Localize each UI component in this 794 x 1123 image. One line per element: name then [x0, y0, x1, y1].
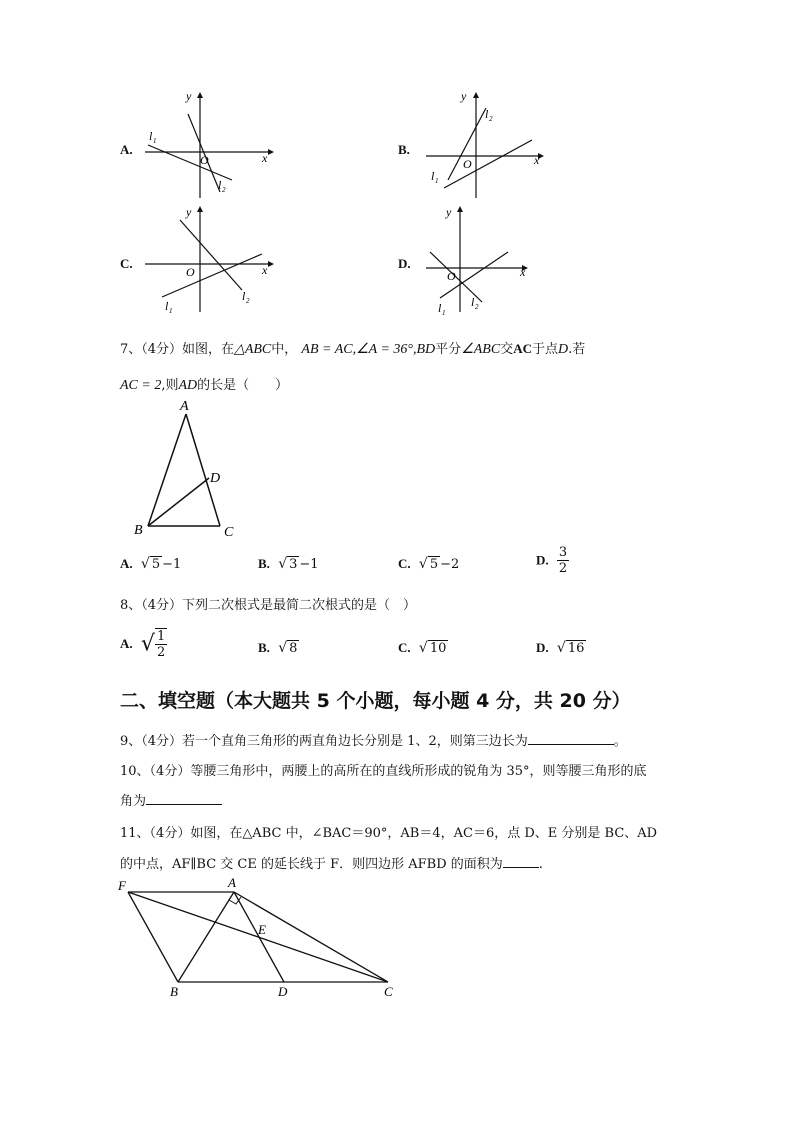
l1-label: l: [165, 299, 169, 313]
radicand: 5: [151, 557, 161, 572]
l1-subscript: 1: [435, 177, 439, 185]
q6-option-a-letter: A.: [120, 142, 133, 157]
option-letter: A.: [120, 636, 133, 651]
point-a-label: A: [228, 875, 236, 890]
q8-option-c[interactable]: [398, 640, 448, 656]
q11-question-line1: 11、（4分）如图，在△ABC 中，∠BAC＝90°，AB＝4，AC＝6，点 D、E 分别是 BC、AD: [120, 826, 658, 841]
point-b-label: B: [170, 984, 178, 999]
l2-label: l: [485, 107, 489, 121]
q10-text: 角为: [120, 794, 147, 809]
origin-label: O: [200, 153, 209, 167]
y-axis-label: y: [186, 205, 192, 219]
q9-text: 9、（4分）若一个直角三角形的两直角边长分别是 1、2，则第三边长为: [120, 734, 528, 749]
line-l1: [444, 140, 532, 188]
q7-text-point: 于点: [531, 342, 558, 357]
option-letter: C.: [398, 640, 411, 655]
q10-question-line1: 10、（4分）等腰三角形中，两腰上的高所在的直线所形成的锐角为 35°，则等腰三角形的底: [120, 764, 647, 779]
q11-question-line2: [120, 853, 543, 872]
point-e-label: E: [258, 922, 266, 937]
q8-option-a[interactable]: [120, 628, 167, 660]
fraction: [155, 628, 167, 660]
point-c-label: C: [384, 984, 393, 999]
q7-prefix: 7、（4分）如图，在: [120, 342, 235, 357]
point-d-label: D: [210, 471, 221, 486]
sqrt-icon: √: [418, 556, 428, 572]
denominator: 2: [558, 561, 568, 576]
section-title-fill-in: 二、填空题（本大题共 5 个小题，每小题 4 分，共 20 分）: [120, 690, 631, 712]
q10-answer-blank[interactable]: [146, 804, 222, 805]
l2-subscript: 2: [222, 186, 226, 194]
q7-option-b[interactable]: [258, 556, 319, 572]
origin-label: O: [186, 265, 195, 279]
q7-option-d[interactable]: [536, 545, 569, 576]
q11-end: .: [538, 857, 543, 872]
option-rest: −1: [299, 557, 319, 572]
x-axis-label: x: [262, 263, 268, 277]
q11-text: 的中点，AF∥BC 交 CE 的延长线于 F．则四边形 AFBD 的面积为: [120, 857, 503, 872]
l1-label: l: [149, 129, 153, 143]
point-d-label: D: [278, 984, 288, 999]
option-letter: B.: [258, 556, 270, 571]
l2-subscript: 2: [475, 303, 479, 311]
q6-option-c-graph: [140, 202, 280, 317]
vertex-c-label: C: [224, 525, 234, 540]
l1-subscript: 1: [153, 137, 157, 145]
q7-triangle-figure: [128, 396, 248, 542]
radicand: 3: [289, 557, 298, 572]
sqrt-icon: √: [278, 556, 288, 572]
option-letter: B.: [258, 640, 270, 655]
sqrt-icon: √: [140, 556, 150, 572]
l2-label: l: [471, 295, 475, 309]
origin-label: O: [463, 157, 472, 171]
option-letter: A.: [120, 556, 133, 571]
y-axis-label: y: [186, 89, 192, 103]
l2-label: l: [242, 289, 246, 303]
q7-point-d: D: [558, 342, 569, 357]
q6-option-b-letter: B.: [398, 142, 410, 157]
q7-option-c[interactable]: [398, 556, 459, 572]
q7-then: ,则: [161, 378, 179, 393]
q7-option-a[interactable]: [120, 556, 181, 572]
l2-subscript: 2: [246, 297, 250, 305]
q8-option-b[interactable]: [258, 640, 299, 656]
q6-option-b-graph: [416, 88, 556, 203]
q6-option-a-graph: [140, 88, 280, 203]
q7-question-line2: [120, 374, 288, 394]
radicand: 16: [567, 641, 585, 656]
q10-question-line2: [120, 790, 222, 809]
q7-given: AC = 2: [120, 378, 162, 393]
vertex-b-label: B: [134, 523, 143, 538]
l2-label: l: [218, 178, 222, 192]
q9-answer-blank[interactable]: [528, 744, 614, 745]
q6-option-c-letter: C.: [120, 256, 133, 271]
q9-end: 。: [613, 734, 627, 749]
sqrt-icon: √: [556, 640, 566, 656]
q7-text-if: .若: [568, 342, 586, 357]
option-letter: C.: [398, 556, 411, 571]
y-axis-label: y: [461, 89, 467, 103]
q7-ac: AC: [513, 341, 532, 356]
l2-subscript: 2: [489, 115, 493, 123]
q7-text-intersect: 交: [500, 342, 514, 357]
point-f-label: F: [118, 878, 126, 893]
line-l1: [148, 145, 232, 180]
line-l2: [180, 220, 242, 290]
fraction: [557, 545, 569, 576]
q8-option-d[interactable]: [536, 640, 586, 656]
vertex-a-label: A: [180, 399, 189, 414]
l1-label: l: [431, 169, 435, 183]
option-rest: −2: [440, 557, 460, 572]
line-l1: [162, 254, 262, 297]
q9-question: [120, 730, 627, 749]
l1-subscript: 1: [169, 307, 173, 315]
q8-question: 8、（4分）下列二次根式是最简二次根式的是（ ）: [120, 598, 417, 613]
q7-triangle: △ABC: [234, 342, 272, 357]
sqrt-icon: √: [140, 631, 155, 657]
q7-ad: AD: [178, 378, 198, 393]
q11-answer-blank[interactable]: [503, 867, 539, 868]
numerator: 3: [558, 545, 568, 560]
q7-angle: ∠ABC: [461, 342, 501, 357]
numerator: 1: [156, 629, 166, 644]
x-axis-label: x: [534, 153, 540, 167]
q7-text-bisect: 平分: [435, 342, 462, 357]
option-rest: −1: [162, 557, 182, 572]
q6-option-d-letter: D.: [398, 256, 411, 271]
q7-mid: 中，: [271, 342, 298, 357]
l1-label: l: [438, 301, 442, 315]
q11-quadrilateral-figure: [112, 872, 402, 1002]
radicand: 10: [429, 641, 447, 656]
q6-option-d-graph: [416, 202, 556, 317]
q7-question-line1: [120, 338, 585, 358]
denominator: 2: [156, 645, 166, 660]
radicand: 8: [289, 641, 298, 656]
q7-condition: AB = AC,∠A = 36°,BD: [301, 342, 436, 357]
q7-ask: 的长是（ ）: [197, 378, 289, 393]
y-axis-label: y: [446, 205, 452, 219]
option-letter: D.: [536, 552, 549, 568]
l1-subscript: 1: [442, 309, 446, 317]
origin-label: O: [447, 269, 456, 283]
sqrt-icon: √: [418, 640, 428, 656]
x-axis-label: x: [262, 151, 268, 165]
sqrt-icon: √: [278, 640, 288, 656]
option-letter: D.: [536, 640, 549, 655]
radicand: 5: [429, 557, 439, 572]
x-axis-label: x: [520, 265, 526, 279]
